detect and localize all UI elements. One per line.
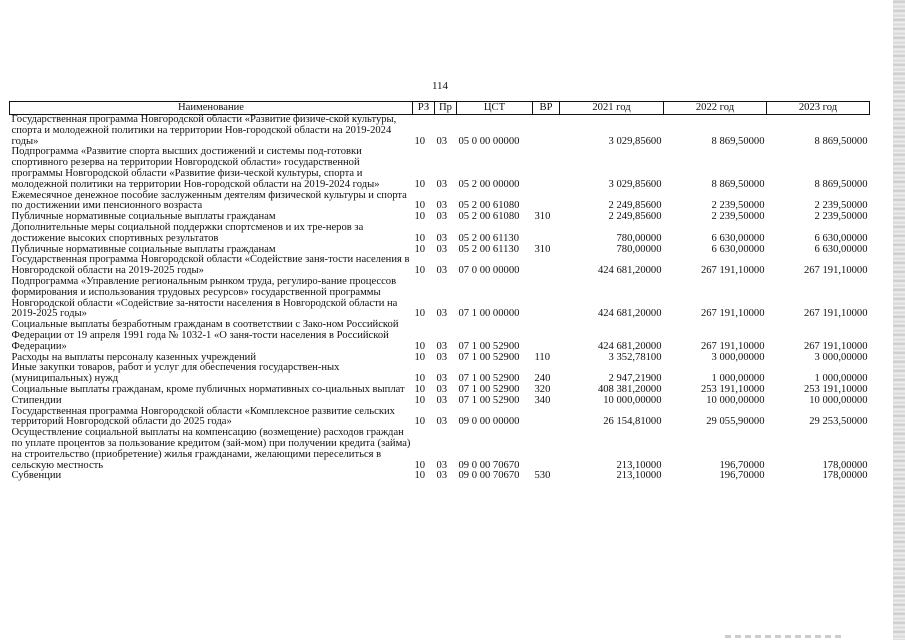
table-row	[10, 471, 870, 482]
cell-y2022: 1 000,00000	[711, 373, 765, 385]
cell-name: Субвенции	[11, 470, 62, 482]
cell-y2023: 2 239,50000	[814, 211, 868, 223]
header-cst: ЦСТ	[457, 102, 533, 115]
cell-y2022: 2 239,50000	[711, 200, 765, 212]
cell-y2022: 29 055,90000	[706, 416, 765, 428]
cell-y2021: 26 154,81000	[603, 416, 662, 428]
cell-y2021: 3 029,85600	[608, 135, 662, 147]
cell-name: Государственная программа Новгородской области «Содействие заня-тости населения в Новгородской области на 2019-2025 годы»	[11, 254, 410, 277]
cell-vr	[533, 277, 560, 320]
scan-edge-artifact	[893, 0, 905, 640]
cell-y2023: 29 253,50000	[809, 416, 868, 428]
cell-y2023: 267 191,10000	[803, 308, 868, 320]
cell-rz: 10	[414, 211, 426, 223]
cell-rz: 10	[414, 459, 426, 471]
cell-y2021: 213,10000	[616, 470, 662, 482]
cell-cst: 09 0 00 00000	[458, 416, 520, 428]
cell-cst: 07 1 00 52900	[458, 351, 520, 363]
cell-rz: 10	[414, 340, 426, 352]
cell-y2023: 178,00000	[822, 459, 868, 471]
table-row	[10, 407, 870, 429]
cell-pr: 03	[436, 178, 448, 190]
cell-pr: 03	[436, 340, 448, 352]
cell-rz: 10	[414, 394, 426, 406]
header-row	[10, 102, 870, 115]
cell-vr	[533, 320, 560, 352]
cell-name: Публичные нормативные социальные выплаты гражданам	[11, 243, 276, 255]
cell-pr: 03	[436, 135, 448, 147]
cell-cst: 05 2 00 61080	[458, 211, 520, 223]
cell-y2023: 267 191,10000	[803, 265, 868, 277]
cell-pr: 03	[436, 232, 448, 244]
cell-y2022: 253 191,10000	[700, 383, 765, 395]
cell-name: Публичные нормативные социальные выплаты гражданам	[11, 211, 276, 223]
cell-vr: 340	[534, 394, 551, 406]
cell-vr	[533, 223, 560, 245]
cell-pr: 03	[436, 416, 448, 428]
cell-vr	[533, 147, 560, 190]
cell-cst: 07 1 00 52900	[458, 340, 520, 352]
header-2022: 2022 год	[664, 102, 767, 115]
cell-y2022: 8 869,50000	[711, 135, 765, 147]
cell-vr	[533, 115, 560, 148]
cell-vr: 320	[534, 383, 551, 395]
cell-rz: 10	[414, 416, 426, 428]
cell-y2023: 178,00000	[822, 470, 868, 482]
cell-pr: 03	[436, 383, 448, 395]
table-row	[10, 320, 870, 352]
cell-y2021: 424 681,20000	[597, 340, 662, 352]
cell-name: Иные закупки товаров, работ и услуг для обеспечения государствен-ных (муниципальных) нужд	[11, 362, 340, 385]
cell-y2022: 196,70000	[719, 459, 765, 471]
cell-vr: 530	[534, 470, 551, 482]
cell-rz: 10	[414, 373, 426, 385]
header-2021: 2021 год	[560, 102, 664, 115]
cell-rz: 10	[414, 470, 426, 482]
cell-cst: 07 1 00 52900	[458, 373, 520, 385]
cell-rz: 10	[414, 232, 426, 244]
cell-y2021: 2 249,85600	[608, 211, 662, 223]
header-name: Наименование	[10, 102, 413, 115]
cell-pr: 03	[436, 470, 448, 482]
table-body	[10, 115, 870, 483]
cell-name: Социальные выплаты безработным гражданам в соответствии с Зако-ном Российской Федерации от 19 апреля 1991 года № 1032-1 «О заня-тости населения в Российской Федерации»	[11, 319, 399, 352]
cell-y2022: 3 000,00000	[711, 351, 765, 363]
scan-bottom-artifact	[725, 635, 845, 638]
cell-y2021: 3 352,78100	[608, 351, 662, 363]
table-row	[10, 428, 870, 471]
cell-y2021: 780,00000	[616, 243, 662, 255]
header-rz: РЗ	[413, 102, 435, 115]
table-row	[10, 396, 870, 407]
cell-pr: 03	[436, 308, 448, 320]
cell-vr	[533, 255, 560, 277]
cell-y2023: 8 869,50000	[814, 178, 868, 190]
cell-y2021: 424 681,20000	[597, 265, 662, 277]
cell-vr	[533, 428, 560, 471]
cell-rz: 10	[414, 265, 426, 277]
cell-name: Подпрограмма «Управление региональным рынком труда, регулиро-вание процессов формирования и использования трудовых ресурсов» государственной программы Новгородской области «Содействие за-нятости населения в Новгородской области на 2019-2025 годы»	[11, 275, 398, 320]
cell-pr: 03	[436, 394, 448, 406]
cell-name: Ежемесячное денежное пособие заслуженным деятелям физической культуры и спорта по достижении ими пенсионного возраста	[11, 189, 407, 212]
cell-y2021: 408 381,20000	[597, 383, 662, 395]
cell-cst: 05 2 00 61130	[458, 243, 520, 255]
cell-cst: 05 2 00 00000	[458, 178, 520, 190]
cell-name: Дополнительные меры социальной поддержки спортсменов и их тре-неров за достижение высоких спортивных результатов	[11, 221, 364, 244]
cell-y2021: 2 947,21900	[608, 373, 662, 385]
cell-cst: 09 0 00 70670	[458, 459, 520, 471]
cell-y2023: 253 191,10000	[803, 383, 868, 395]
cell-pr: 03	[436, 211, 448, 223]
cell-vr: 240	[534, 373, 551, 385]
cell-y2022: 6 630,00000	[711, 232, 765, 244]
cell-pr: 03	[436, 373, 448, 385]
cell-vr: 310	[534, 243, 551, 255]
cell-y2021: 780,00000	[616, 232, 662, 244]
cell-pr: 03	[436, 243, 448, 255]
header-vr: ВР	[533, 102, 560, 115]
cell-pr: 03	[436, 351, 448, 363]
cell-y2022: 6 630,00000	[711, 243, 765, 255]
cell-vr: 110	[534, 351, 550, 363]
cell-rz: 10	[414, 200, 426, 212]
cell-vr: 310	[534, 211, 551, 223]
cell-y2023: 3 000,00000	[814, 351, 868, 363]
cell-y2022: 267 191,10000	[700, 308, 765, 320]
cell-y2023: 1 000,00000	[814, 373, 868, 385]
cell-y2022: 267 191,10000	[700, 265, 765, 277]
cell-pr: 03	[436, 459, 448, 471]
cell-cst: 07 1 00 52900	[458, 383, 520, 395]
cell-pr: 03	[436, 200, 448, 212]
table-row	[10, 277, 870, 320]
cell-pr: 03	[436, 265, 448, 277]
cell-cst: 07 1 00 00000	[458, 308, 520, 320]
cell-y2021: 213,10000	[616, 459, 662, 471]
cell-y2023: 2 239,50000	[814, 200, 868, 212]
table-row	[10, 363, 870, 385]
page-number: 114	[431, 80, 449, 92]
header-2023: 2023 год	[767, 102, 870, 115]
cell-y2022: 196,70000	[719, 470, 765, 482]
cell-rz: 10	[414, 243, 426, 255]
table-row	[10, 255, 870, 277]
cell-rz: 10	[414, 351, 426, 363]
cell-y2023: 6 630,00000	[814, 243, 868, 255]
budget-table	[9, 101, 870, 482]
cell-y2023: 8 869,50000	[814, 135, 868, 147]
cell-y2023: 6 630,00000	[814, 232, 868, 244]
table-row	[10, 115, 870, 148]
cell-name: Подпрограмма «Развитие спорта высших достижений и системы под-готовки спортивного резерва на территории Новгородской области» государственной программы Новгородской области «Развитие физи-ческой культуры, спорта и молодежной политики на территории Нов-городской области на 2019-2024 годы»	[11, 146, 380, 190]
table-row	[10, 191, 870, 213]
cell-rz: 10	[414, 308, 426, 320]
table-row	[10, 147, 870, 190]
cell-vr	[533, 407, 560, 429]
cell-y2022: 267 191,10000	[700, 340, 765, 352]
cell-name: Государственная программа Новгородской области «Комплексное развитие сельских территорий Новгородской области до 2025 года»	[11, 405, 395, 428]
cell-cst: 05 0 00 00000	[458, 135, 520, 147]
cell-cst: 07 0 00 00000	[458, 265, 520, 277]
cell-y2023: 10 000,00000	[809, 394, 868, 406]
cell-y2021: 2 249,85600	[608, 200, 662, 212]
table-row	[10, 223, 870, 245]
cell-cst: 07 1 00 52900	[458, 394, 520, 406]
cell-cst: 09 0 00 70670	[458, 470, 520, 482]
cell-vr	[533, 191, 560, 213]
cell-rz: 10	[414, 178, 426, 190]
cell-y2021: 10 000,00000	[603, 394, 662, 406]
cell-rz: 10	[414, 383, 426, 395]
cell-y2023: 267 191,10000	[803, 340, 868, 352]
cell-y2022: 2 239,50000	[711, 211, 765, 223]
header-pr: Пр	[435, 102, 457, 115]
cell-name: Осуществление социальной выплаты на компенсацию (возмещение) расходов граждан по уплате процентов за пользование кредитом (зай-мом) при получении кредита (займа) на строительство (приобретение) жилья гражданами, желающими переселиться в сельскую местность	[11, 427, 411, 471]
cell-rz: 10	[414, 135, 426, 147]
cell-y2021: 3 029,85600	[608, 178, 662, 190]
cell-name: Стипендии	[11, 394, 62, 406]
cell-name: Государственная программа Новгородской области «Развитие физиче-ской культуры, спорта и молодежной политики на территории Нов-городской области на 2019-2024 годы»	[11, 114, 397, 147]
cell-y2021: 424 681,20000	[597, 308, 662, 320]
cell-y2022: 10 000,00000	[706, 394, 765, 406]
cell-name: Расходы на выплаты персоналу казенных учреждений	[11, 351, 256, 363]
cell-cst: 05 2 00 61130	[458, 232, 520, 244]
cell-y2022: 8 869,50000	[711, 178, 765, 190]
cell-name: Социальные выплаты гражданам, кроме публичных нормативных со-циальных выплат	[11, 383, 405, 395]
cell-cst: 05 2 00 61080	[458, 200, 520, 212]
